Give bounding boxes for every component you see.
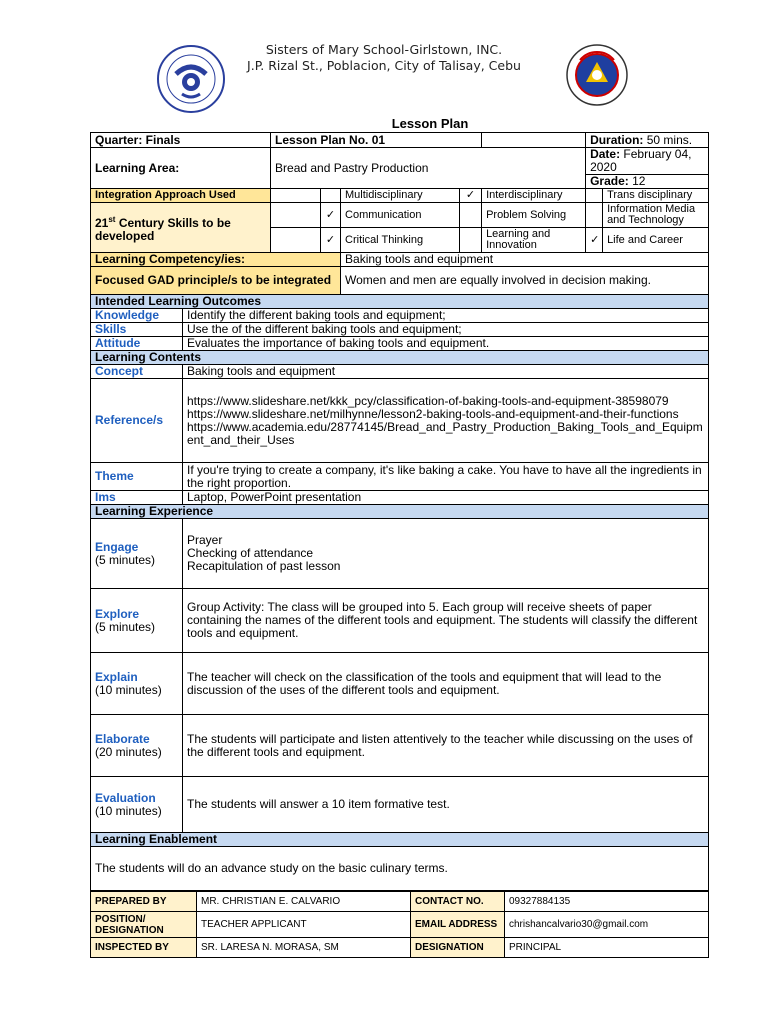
designation-label: DESIGNATION [411, 938, 505, 958]
attitude-label: Attitude [91, 337, 183, 351]
attitude-row [91, 337, 709, 351]
outcomes-heading-row [91, 295, 709, 309]
quarter: Quarter: Finals [91, 133, 271, 148]
evaluation-cell [91, 777, 183, 833]
evaluation-value: The students will answer a 10 item formative test. [183, 777, 709, 833]
inspected-by-value: SR. LARESA N. MORASA, SM [197, 938, 411, 958]
explore-value: Group Activity: The class will be grouped into 5. Each group will receive sheets of paper containing the names of the different tools and equipment. The students will classify the different tools and equipment. [183, 589, 709, 653]
ims-value: Laptop, PowerPoint presentation [183, 491, 709, 505]
references-list [183, 379, 709, 463]
ims-row [91, 491, 709, 505]
prepared-by-value: MR. CHRISTIAN E. CALVARIO [197, 892, 411, 912]
concept-row [91, 365, 709, 379]
email-label: EMAIL ADDRESS [411, 912, 505, 938]
integration-checkbox-multidisciplinary[interactable] [321, 189, 341, 203]
inspected-by-label: INSPECTED BY [91, 938, 197, 958]
skill-checkbox-problem-solving[interactable] [460, 203, 482, 228]
engage-cell [91, 519, 183, 589]
enablement-value: The students will do an advance study on the basic culinary terms. [91, 847, 709, 891]
evaluation-time: (10 minutes) [95, 803, 162, 818]
elaborate-value: The students will participate and listen attentively to the teacher while discussing on the uses of the different tools and equipment. [183, 715, 709, 777]
gad-label: Focused GAD principle/s to be integrated [91, 267, 341, 295]
reference-link[interactable]: https://www.academia.edu/28774145/Bread_and_Pastry_Production_Baking_Tools_and_Equipment_and_their_Uses [187, 419, 703, 447]
integration-label: Integration Approach Used [91, 189, 271, 203]
skill-checkbox-learning-innovation[interactable] [460, 228, 482, 253]
contents-heading: Learning Contents [91, 351, 709, 365]
skill-checkbox-imt[interactable] [586, 203, 603, 228]
skill-life-career: Life and Career [603, 228, 709, 253]
prepared-by-label: PREPARED BY [91, 892, 197, 912]
evaluation-label: Evaluation [95, 790, 156, 805]
evaluation-row [91, 777, 709, 833]
engage-line: Recapitulation of past lesson [187, 559, 341, 573]
competency-row [91, 253, 709, 267]
email-value: chrishancalvario30@gmail.com [505, 912, 709, 938]
document-header [0, 0, 768, 110]
explain-cell [91, 653, 183, 715]
engage-time: (5 minutes) [95, 552, 156, 567]
engage-label: Engage [95, 539, 139, 554]
experience-heading-row [91, 505, 709, 519]
explain-row [91, 653, 709, 715]
competency-label: Learning Competency/ies: [91, 253, 341, 267]
contact-value: 09327884135 [505, 892, 709, 912]
attitude-value: Evaluates the importance of baking tools and equipment. [183, 337, 709, 351]
learning-area-value: Bread and Pastry Production [271, 148, 586, 189]
skills-value: Use the of the different baking tools and equipment; [183, 323, 709, 337]
reference-link[interactable]: https://www.slideshare.net/milhynne/lesson2-baking-tools-and-equipment-and-their-functions [187, 406, 679, 421]
reference-link[interactable]: https://www.slideshare.net/kkk_pcy/classification-of-baking-tools-and-equipment-38598079 [187, 393, 669, 408]
skills-row-1 [91, 203, 709, 228]
quarter-row [91, 133, 709, 148]
position-value: TEACHER APPLICANT [197, 912, 411, 938]
explain-label: Explain [95, 669, 138, 684]
explain-time: (10 minutes) [95, 682, 162, 697]
skill-learning-innovation: Learning and Innovation [482, 228, 586, 253]
check-icon[interactable]: ✓ [586, 228, 603, 253]
concept-label: Concept [91, 365, 183, 379]
elaborate-row [91, 715, 709, 777]
integration-checkbox-trans[interactable] [586, 189, 603, 203]
learning-area-label: Learning Area: [91, 148, 271, 189]
enablement-heading: Learning Enablement [91, 833, 709, 847]
explore-row [91, 589, 709, 653]
theme-value: If you're trying to create a company, it's like baking a cake. You have to have all the ingredients in the right proportion. [183, 463, 709, 491]
skills-label: Skills [91, 323, 183, 337]
explore-time: (5 minutes) [95, 619, 156, 634]
references-row [91, 379, 709, 463]
elaborate-cell [91, 715, 183, 777]
check-icon[interactable]: ✓ [321, 203, 341, 228]
learning-area-row [91, 148, 709, 175]
skill-information-media: Information Media and Technology [603, 203, 709, 228]
check-icon[interactable]: ✓ [321, 228, 341, 253]
inspected-by-row [91, 938, 709, 958]
school-name: Sisters of Mary School-Girlstown, INC. [265, 42, 503, 57]
concept-value: Baking tools and equipment [183, 365, 709, 379]
engage-line: Checking of attendance [187, 546, 314, 560]
lesson-plan-form [90, 132, 708, 958]
integration-row [91, 189, 709, 203]
engage-line: Prayer [187, 533, 223, 547]
competency-value: Baking tools and equipment [341, 253, 709, 267]
signature-table [90, 891, 709, 958]
prepared-by-row [91, 892, 709, 912]
document-title: Lesson Plan [391, 116, 469, 131]
theme-label: Theme [91, 463, 183, 491]
integration-multidisciplinary: Multidisciplinary [341, 189, 460, 203]
theme-row [91, 463, 709, 491]
gad-row [91, 267, 709, 295]
skill-problem-solving: Problem Solving [482, 203, 586, 228]
reference-label: Reference/s [91, 379, 183, 463]
grade: Grade: 12 [586, 175, 709, 189]
integration-interdisciplinary: Interdisciplinary [482, 189, 586, 203]
skill-critical-thinking: Critical Thinking [341, 228, 460, 253]
date: Date: February 04, 2020 [586, 148, 709, 175]
elaborate-time: (20 minutes) [95, 744, 162, 759]
knowledge-row [91, 309, 709, 323]
engage-activities [183, 519, 709, 589]
century-skills-label: 21st Century Skills to be developed [91, 203, 271, 253]
explain-value: The teacher will check on the classification of the tools and equipment that will lead to the discussion of the uses of the different tools and equipment. [183, 653, 709, 715]
lesson-plan-table [90, 132, 709, 891]
outcomes-heading: Intended Learning Outcomes [91, 295, 709, 309]
duration: Duration: 50 mins. [586, 133, 709, 148]
enablement-heading-row [91, 833, 709, 847]
knowledge-label: Knowledge [91, 309, 183, 323]
position-row [91, 912, 709, 938]
experience-heading: Learning Experience [91, 505, 709, 519]
designation-value: PRINCIPAL [505, 938, 709, 958]
engage-row [91, 519, 709, 589]
explore-label: Explore [95, 606, 140, 621]
check-icon[interactable]: ✓ [460, 189, 482, 203]
knowledge-value: Identify the different baking tools and equipment; [183, 309, 709, 323]
contents-heading-row [91, 351, 709, 365]
position-label: POSITION/ DESIGNATION [91, 912, 197, 938]
lesson-plan-number: Lesson Plan No. 01 [271, 133, 482, 148]
school-address: J.P. Rizal St., Poblacion, City of Talisay, Cebu [247, 58, 521, 73]
skills-outcome-row [91, 323, 709, 337]
contact-label: CONTACT NO. [411, 892, 505, 912]
integration-trans-disciplinary: Trans disciplinary [603, 189, 709, 203]
elaborate-label: Elaborate [95, 731, 150, 746]
explore-cell [91, 589, 183, 653]
gad-value: Women and men are equally involved in decision making. [341, 267, 709, 295]
enablement-row [91, 847, 709, 891]
skill-communication: Communication [341, 203, 460, 228]
ims-label: Ims [91, 491, 183, 505]
